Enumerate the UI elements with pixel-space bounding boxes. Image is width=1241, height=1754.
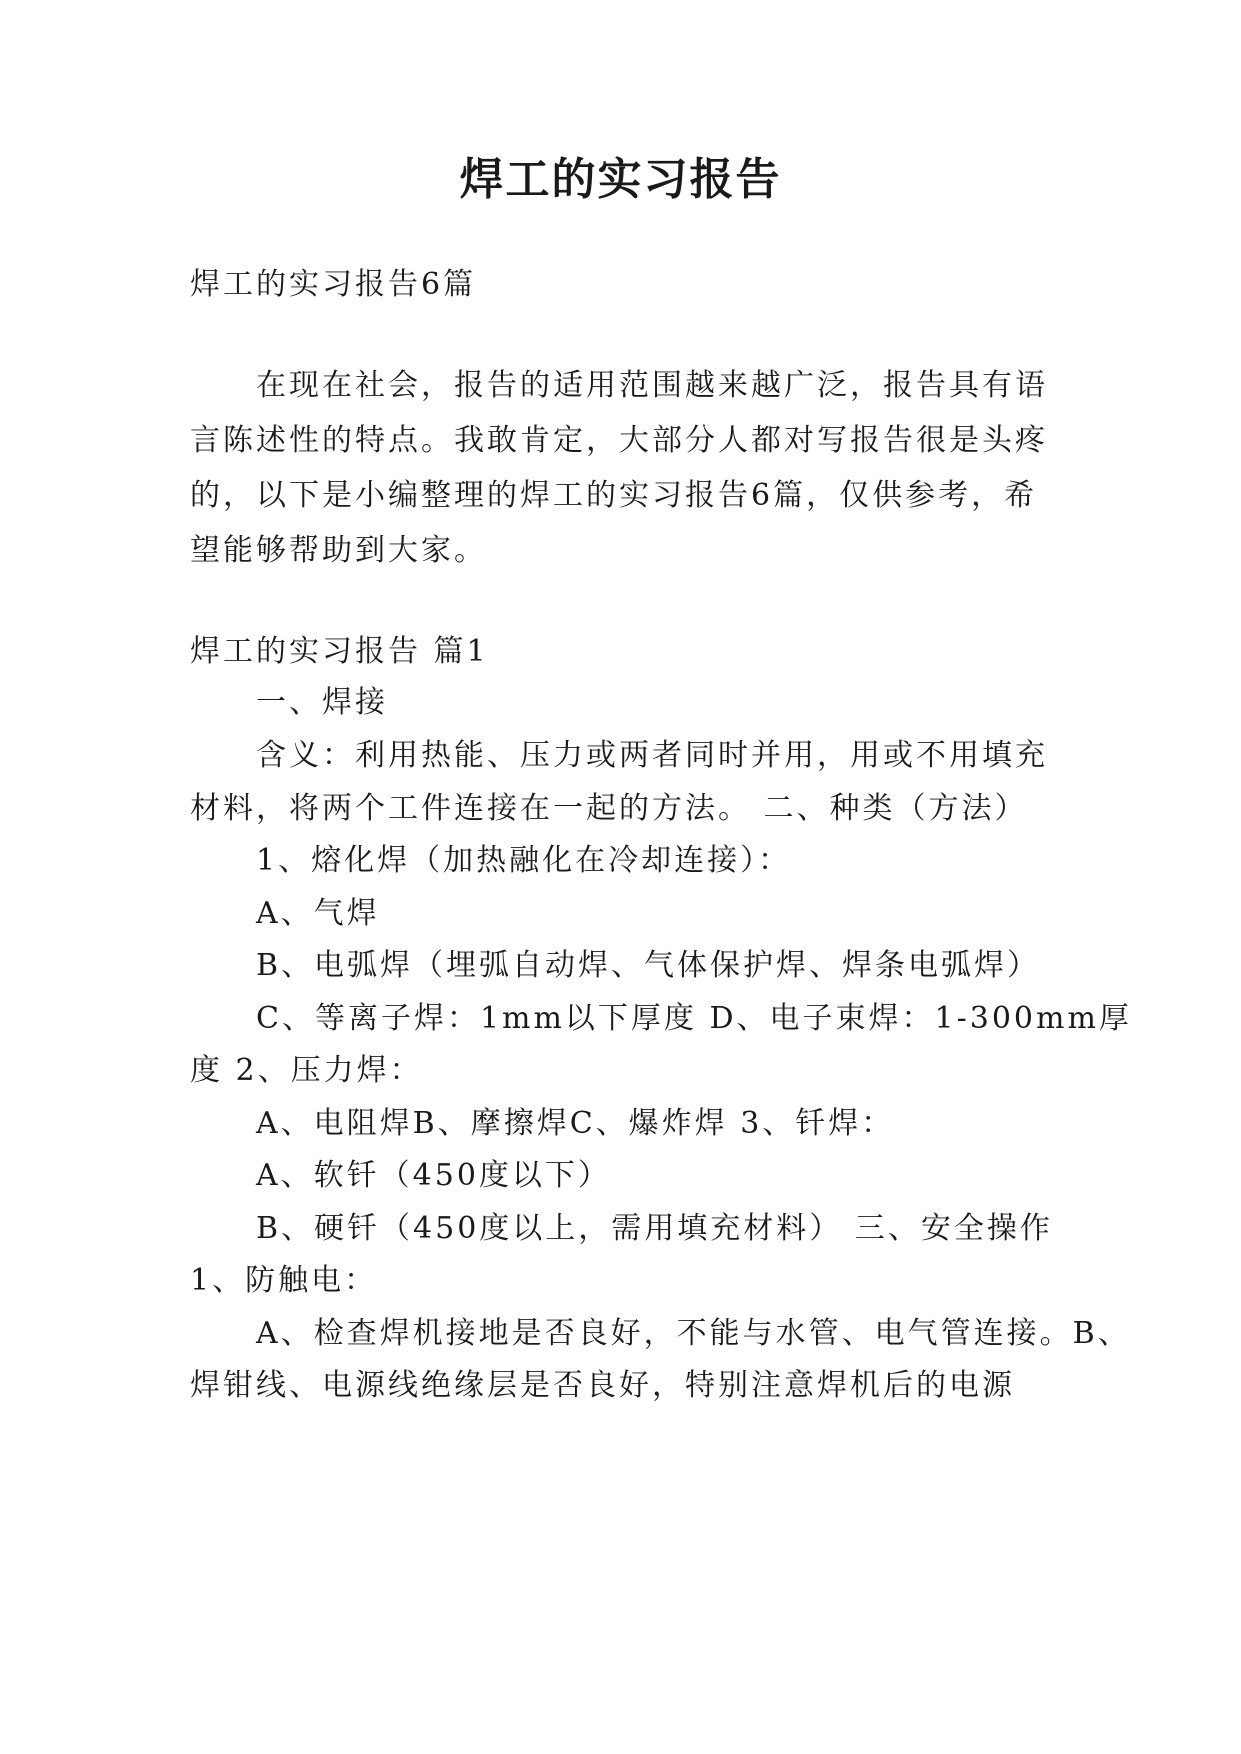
document-subtitle: 焊工的实习报告6篇 — [190, 267, 477, 302]
body-line-14: 焊钳线、电源线绝缘层是否良好，特别注意焊机后的电源 — [190, 1368, 1015, 1403]
body-line-8: 度 2、压力焊： — [190, 1053, 423, 1088]
body-line-2: 含义：利用热能、压力或两者同时并用，用或不用填充 — [256, 738, 1048, 773]
body-line-4: 1、熔化焊（加热融化在冷却连接）： — [256, 843, 792, 878]
document-title: 焊工的实习报告 — [459, 154, 782, 205]
body-line-7: C、等离子焊：1mm以下厚度 D、电子束焊：1-300mm厚 — [256, 1001, 1132, 1036]
intro-line-3: 的，以下是小编整理的焊工的实习报告6篇，仅供参考，希 — [190, 478, 1038, 513]
body-line-9: A、电阻焊B、摩擦焊C、爆炸焊 3、钎焊： — [256, 1106, 895, 1141]
intro-line-1: 在现在社会，报告的适用范围越来越广泛，报告具有语 — [256, 368, 1048, 403]
body-line-11: B、硬钎（450度以上，需用填充材料） 三、安全操作 — [256, 1211, 1053, 1246]
intro-line-4: 望能够帮助到大家。 — [190, 533, 487, 568]
intro-line-2: 言陈述性的特点。我敢肯定，大部分人都对写报告很是头疼 — [190, 423, 1048, 458]
body-line-1: 一、焊接 — [256, 685, 388, 720]
body-line-3: 材料，将两个工件连接在一起的方法。 二、种类（方法） — [190, 791, 1028, 826]
body-line-13: A、检查焊机接地是否良好，不能与水管、电气管连接。B、 — [256, 1316, 1131, 1351]
body-line-12: 1、防触电： — [190, 1263, 378, 1298]
section-heading: 焊工的实习报告 篇1 — [190, 634, 489, 669]
body-line-5: A、气焊 — [256, 896, 380, 931]
body-line-10: A、软钎（450度以下） — [256, 1158, 611, 1193]
body-line-6: B、电弧焊（埋弧自动焊、气体保护焊、焊条电弧焊） — [256, 948, 1041, 983]
